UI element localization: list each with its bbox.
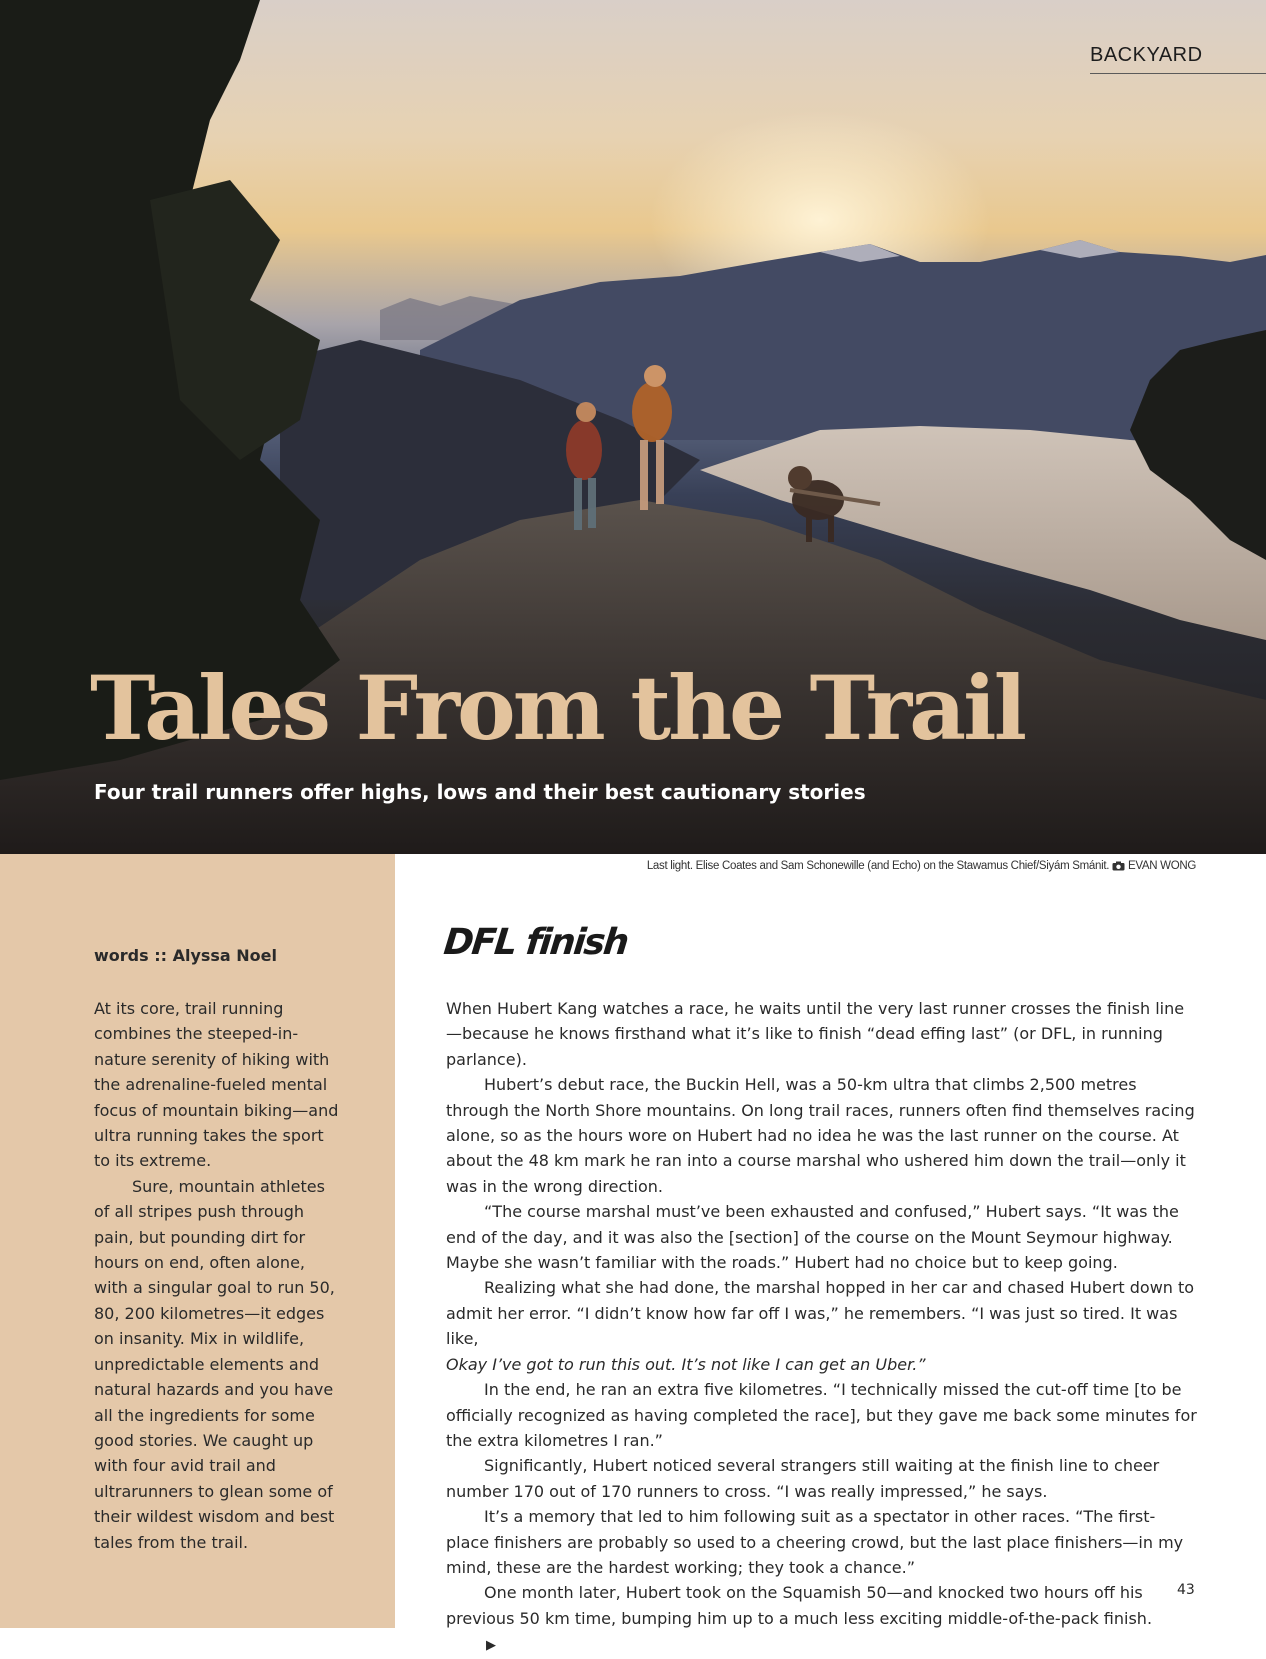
intro-text [94,996,344,1555]
article-paragraph: “The course marshal must’ve been exhausted and confused,” Hubert says. “It was the end of the day, and it was also the [section] of the course on the Mount Seymour highway. Maybe she wasn’t familiar with the roads.” Hubert had no choice but to keep going. [446,1202,1179,1273]
triangle-end-icon: ▶ [486,1638,496,1654]
italic-quote: Okay I’ve got to run this out. It’s not like I can get an Uber.” [446,1354,926,1374]
byline: words :: Alyssa Noel [94,946,278,965]
article-paragraph-last [446,1580,1198,1658]
article-paragraph: Hubert’s debut race, the Buckin Hell, was a 50-km ultra that climbs 2,500 metres through the North Shore mountains. On long trail races, runners often find themselves racing alone, so as the hours wore on Hubert had no idea he was the last runner on the course. At about the 48 km mark he ran into a course marshal who ushered him down the trail—only it was in the wrong direction. [446,1075,1195,1196]
article-paragraph: One month later, Hubert took on the Squamish 50—and knocked two hours off his previous 50 km time, bumping him up to a much less exciting middle-of-the-pack finish. [446,1583,1153,1628]
section-label: BACKYARD [1090,44,1266,74]
caption-text: Last light. Elise Coates and Sam Schonewille (and Echo) on the Stawamus Chief/Siyám Smánit. [646,860,1110,872]
article-paragraph: Significantly, Hubert noticed several strangers still waiting at the finish line to cheer number 170 out of 170 runners to cross. “I was really impressed,” he says. [446,1456,1160,1501]
article-paragraph: Realizing what she had done, the marshal hopped in her car and chased Hubert down to admit her error. “I didn’t know how far off I was,” he remembers. “I was just so tired. It was like, [446,1278,1195,1349]
page-number: 43 [1177,1582,1195,1598]
article-paragraph: It’s a memory that led to him following suit as a spectator in other races. “The first-place finishers are probably so used to a cheering crowd, but the last place finishers—in my mind, these are the hardest working; they took a chance.” [446,1507,1184,1577]
article-paragraph-italic [446,1352,1198,1377]
article-paragraph: In the end, he ran an extra five kilometres. “I technically missed the cut-off time [to be officially recognized as having completed the race], but they gave me back some minutes for the extra kilometres I ran.” [446,1380,1197,1450]
camera-icon [1112,861,1125,871]
photo-caption [496,860,1196,872]
photo-credit: EVAN WONG [1127,860,1196,872]
page-title: Tales From the Trail [90,656,1024,760]
intro-paragraph: Sure, mountain athletes of all stripes push through pain, but pounding dirt for hours on end, often alone, with a singular goal to run 50, 80, 200 kilometres—it edges on insanity. Mix in wildlife, unpredictable elements and natural hazards and you have all the ingredients for some good stories. We caught up with four avid trail and ultrarunners to glean some of their wildest wisdom and best tales from the trail. [94,1176,335,1552]
intro-paragraph: At its core, trail running combines the steeped-in-nature serenity of hiking with the adrenaline-fueled mental focus of mountain biking—and ultra running takes the sport to its extreme. [94,999,339,1171]
section-heading: DFL finish [441,922,630,963]
article-paragraph: When Hubert Kang watches a race, he waits until the very last runner crosses the finish line—because he knows firsthand what it’s like to finish “dead effing last” (or DFL, in running parlance). [446,999,1185,1069]
subtitle: Four trail runners offer highs, lows and their best cautionary stories [94,780,866,804]
article-body [446,996,1198,1659]
